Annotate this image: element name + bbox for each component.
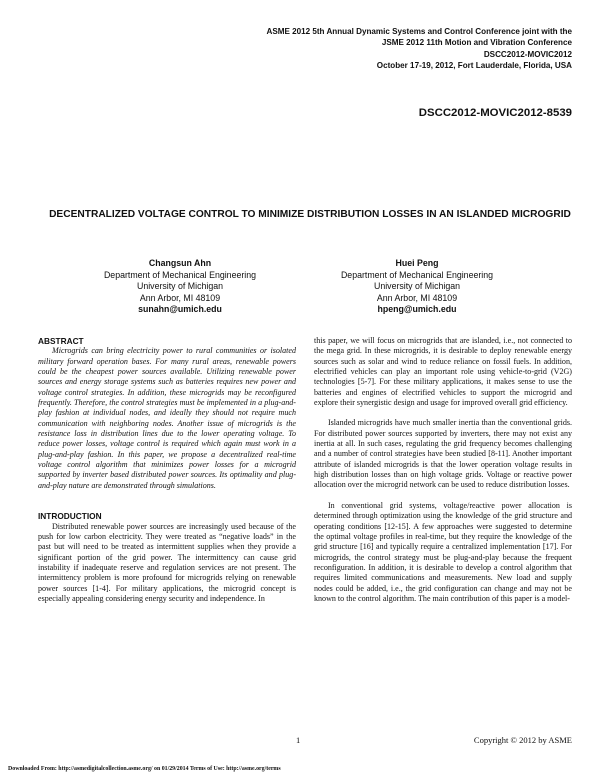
paper-title: DECENTRALIZED VOLTAGE CONTROL TO MINIMIZE DISTRIBUTION LOSSES IN AN ISLANDED MICROGRID bbox=[49, 209, 571, 220]
conference-line: ASME 2012 5th Annual Dynamic Systems and Control Conference joint with the bbox=[266, 27, 572, 36]
left-column bbox=[38, 336, 296, 604]
introduction-paragraph-1-continued: this paper, we will focus on microgrids that are islanded, i.e., not connected to the mega grid. In these microgrids, it is desirable to deploy renewable energy sources such as solar and wind to reduce reliance on fossil fuels. In addition, electrified vehicles can play an important role using vehicle-to-grid (V2G) technologies [5-7]. For these military applications, it makes sense to use the batteries and engines of electrified vehicles to support the microgrid and explore their synergistic design and usage for improved overall grid efficiency. bbox=[314, 336, 572, 408]
download-notice: Downloaded From: http://asmedigitalcollection.asme.org/ on 01/29/2014 Terms of Use: http://asme.org/terms bbox=[8, 766, 281, 772]
author-block-1 bbox=[55, 258, 305, 316]
introduction-paragraph-1: Distributed renewable power sources are increasingly used because of the push for low carbon electricity. They were treated as “negative loads” in the past but will need to be treated as intermittent supplies when they provide a significant portion of the grid power. The intermittency can cause grid instability if inadequate reserve and regulation services are not present. The intermittency problem is more profound for microgrids relying on renewable power sources [1-4]. For military applications, the microgrid concept is especially appealing considering energy security and independence. In bbox=[38, 521, 296, 603]
introduction-paragraph-3: In conventional grid systems, voltage/reactive power allocation is determined through optimization using the knowledge of the grid structure and operating conditions [12-15]. A few approaches were suggested to determine the optimal voltage profiles in real-time, but they require the knowledge of the grid structure [16] and typically require a centralized implementation [17]. For microgrids, the control strategy must be plug-and-play because the frequent reconfiguration. In addition, it is desirable to develop a control algorithm that requires limited communications and measurements. New load and supply nodes could be added, i.e., the grid configuration can change and may not be known to the control algorithm. The main contribution of this paper is a model- bbox=[314, 500, 572, 603]
author-location: Ann Arbor, MI 48109 bbox=[139, 292, 221, 303]
author-name: Changsun Ahn bbox=[148, 258, 212, 268]
conference-line: DSCC2012-MOVIC2012 bbox=[483, 49, 572, 59]
author-department: Department of Mechanical Engineering bbox=[340, 269, 494, 280]
abstract-heading: ABSTRACT bbox=[38, 336, 84, 346]
author-location: Ann Arbor, MI 48109 bbox=[376, 292, 458, 303]
author-email: sunahn@umich.edu bbox=[138, 304, 222, 315]
copyright-notice: Copyright © 2012 by ASME bbox=[473, 735, 572, 745]
author-university: University of Michigan bbox=[136, 281, 224, 292]
introduction-heading: INTRODUCTION bbox=[38, 511, 102, 522]
page-number: 1 bbox=[296, 735, 301, 745]
conference-line: JSME 2012 11th Motion and Vibration Conference bbox=[381, 38, 572, 48]
author-email: hpeng@umich.edu bbox=[377, 304, 457, 315]
author-name: Huei Peng bbox=[395, 258, 439, 268]
right-column bbox=[314, 336, 572, 604]
author-university: University of Michigan bbox=[373, 281, 461, 292]
paper-id: DSCC2012-MOVIC2012-8539 bbox=[418, 107, 572, 119]
conference-header bbox=[266, 26, 572, 72]
conference-line: October 17-19, 2012, Fort Lauderdale, Florida, USA bbox=[376, 61, 572, 71]
introduction-paragraph-2: Islanded microgrids have much smaller inertia than the conventional grids. For distributed power sources supported by inverters, there may not exist any inertia at all. In such cases, regulating the grid frequency becomes challenging and a number of control strategies have been studied [8-11]. Another important attribute of islanded microgrids is that the lower operation voltage results in high distribution losses than on high voltage grids. Voltage or reactive power allocation over the microgrid network can be used to reduce distribution losses. bbox=[314, 418, 572, 490]
abstract-text: Microgrids can bring electricity power to rural communities or isolated military forward operation bases. For many rural areas, renewable powers could be the cheapest power sources available. Utilizing renewable power sources and energy storage systems such as batteries requires new power and voltage control strategies. In addition, these microgrids may be reconfigured frequently. Therefore, the control strategies must be implemented in a plug-and-play fashion at individual nodes, and ideally they should not require much communication with neighboring nodes. Another issue of microgrids is the resistance loss in distribution lines due to the lower operating voltage. To reduce power losses, voltage control is required which again must work in a plug-and-play fashion. In this paper, we propose a decentralized real-time voltage control algorithm that minimizes power losses for a microgrid supported by inverter based distributed power sources. Its optimality and plug-and-play nature are demonstrated through simulations. bbox=[38, 346, 296, 490]
author-department: Department of Mechanical Engineering bbox=[103, 269, 257, 280]
author-block-2 bbox=[292, 258, 542, 316]
